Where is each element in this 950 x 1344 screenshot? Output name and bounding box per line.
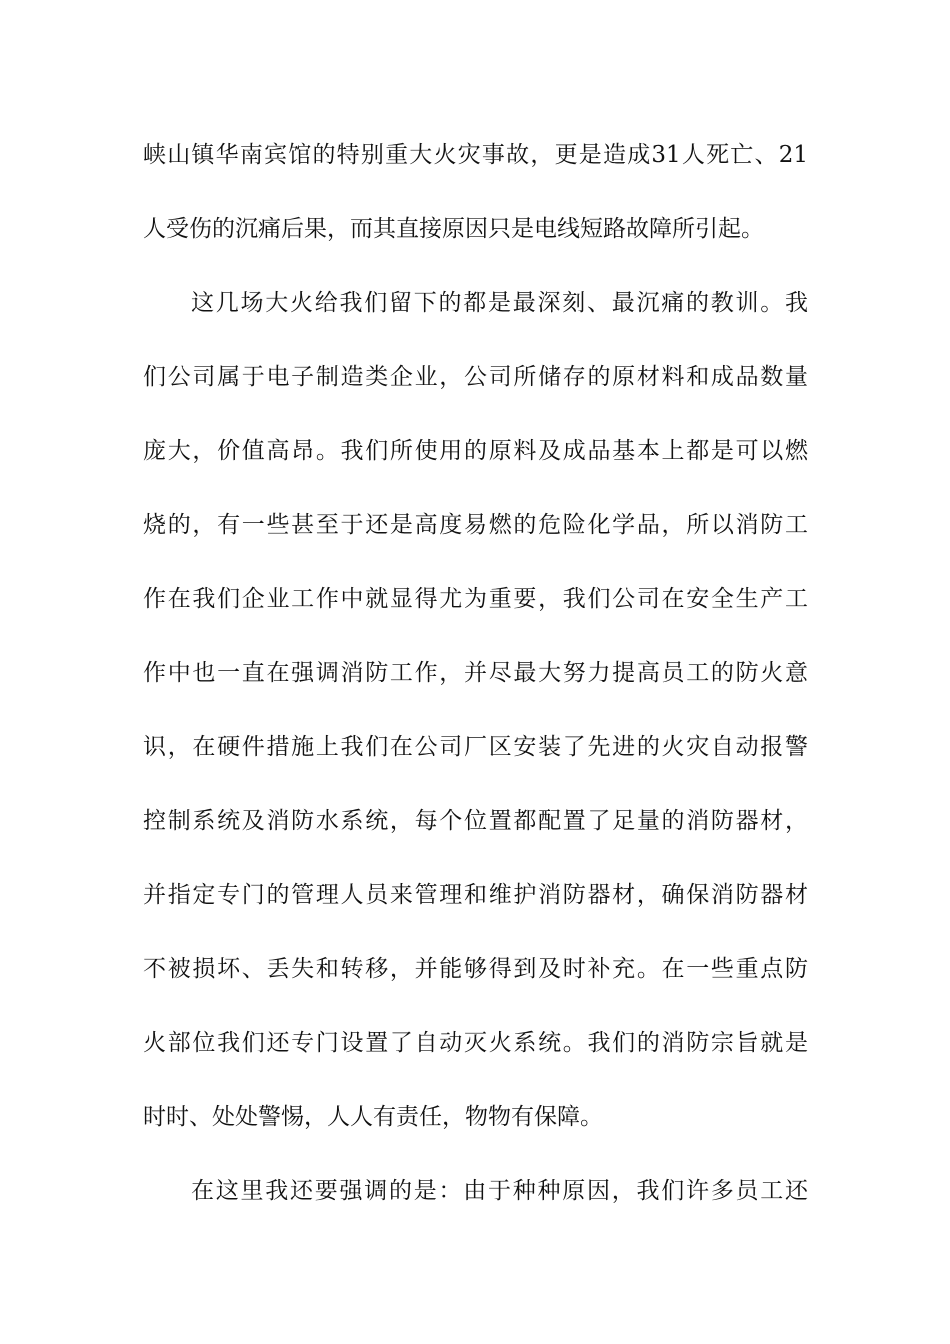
text-line: 庞大，价值高昂。我们所使用的原料及成品基本上都是可以燃 (143, 438, 808, 464)
text-line: 峡山镇华南宾馆的特别重大火灾事故，更是造成31人死亡、21 (143, 142, 808, 168)
document-body (143, 128, 808, 1238)
text-line: 们公司属于电子制造类企业，公司所储存的原材料和成品数量 (143, 364, 808, 390)
text-line: 烧的，有一些甚至于还是高度易燃的危险化学品，所以消防工 (143, 512, 808, 538)
paragraph-first-line: 这几场大火给我们留下的都是最深刻、最沉痛的教训。我 (191, 290, 808, 316)
text-line: 作中也一直在强调消防工作，并尽最大努力提高员工的防火意 (143, 660, 808, 686)
text-line: 火部位我们还专门设置了自动灭火系统。我们的消防宗旨就是 (143, 1030, 808, 1056)
text-line: 并指定专门的管理人员来管理和维护消防器材，确保消防器材 (143, 882, 808, 908)
text-line: 识，在硬件措施上我们在公司厂区安装了先进的火灾自动报警 (143, 734, 808, 760)
text-line: 人受伤的沉痛后果，而其直接原因只是电线短路故障所引起。 (143, 216, 764, 242)
text-line: 作在我们企业工作中就显得尤为重要，我们公司在安全生产工 (143, 586, 808, 612)
paragraph-first-line: 在这里我还要强调的是：由于种种原因，我们许多员工还 (191, 1178, 808, 1204)
text-line: 不被损坏、丢失和转移，并能够得到及时补充。在一些重点防 (143, 956, 808, 982)
text-line: 控制系统及消防水系统，每个位置都配置了足量的消防器材， (143, 808, 808, 834)
paragraph-last-line: 时时、处处警惕，人人有责任，物物有保障。 (143, 1104, 603, 1130)
